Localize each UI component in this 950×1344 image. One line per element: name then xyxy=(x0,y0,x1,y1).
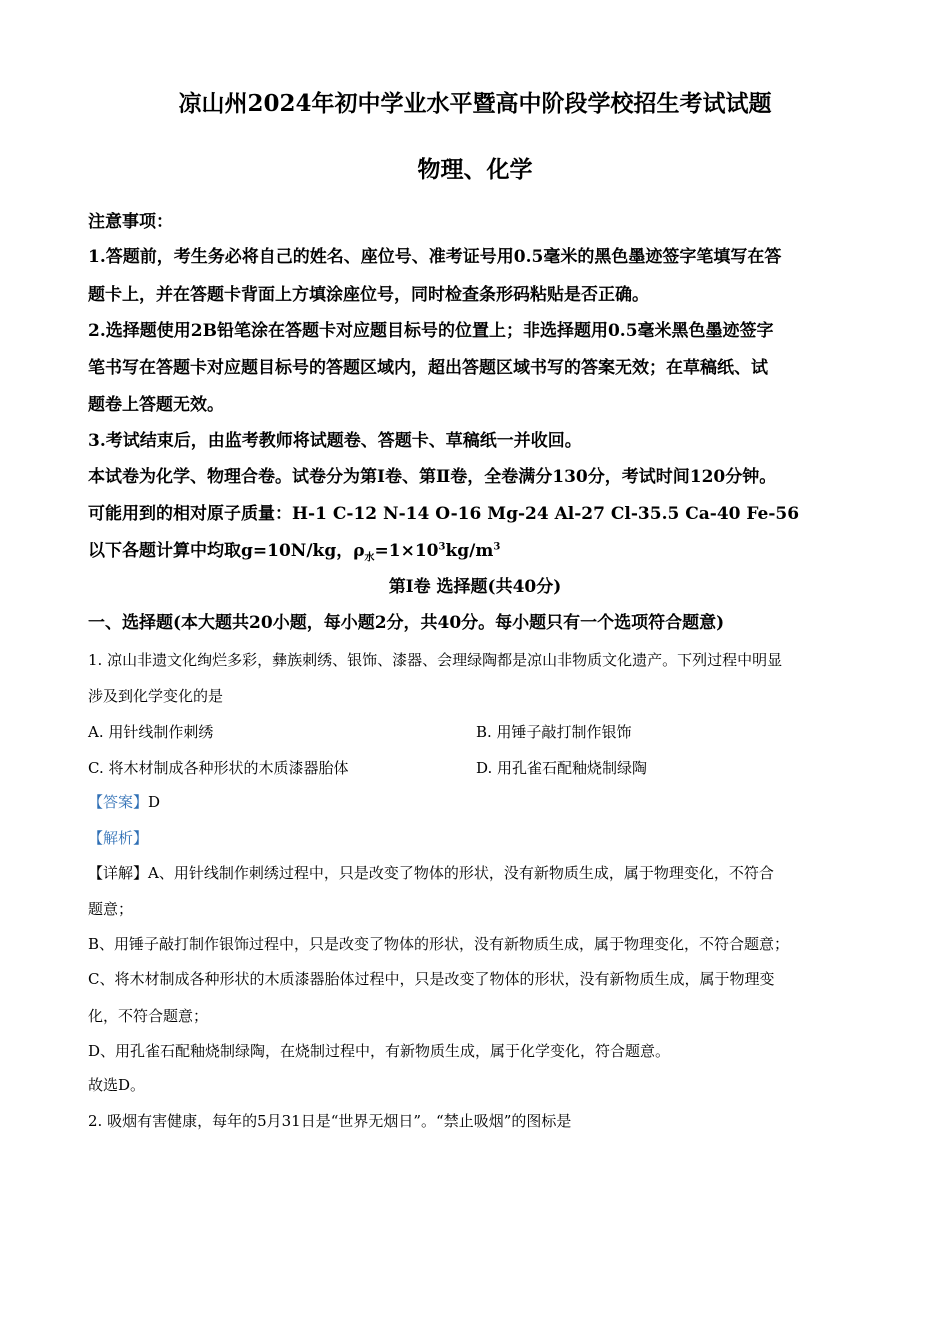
explanation-line-2: 题意； xyxy=(88,900,134,918)
page-subtitle: 物理、化学 xyxy=(417,156,533,183)
page-title: 凉山州2024年初中学业水平暨高中阶段学校招生考试试题 xyxy=(178,90,772,117)
constants-text-c: kg/m xyxy=(445,541,494,561)
answer-line xyxy=(88,790,160,814)
atomic-mass-line: 可能用到的相对原子质量：H-1 C-12 N-14 O-16 Mg-24 Al-27 Cl-35.5 Ca-40 Fe-56 xyxy=(88,504,800,524)
question-2-line-1: 2. 吸烟有害健康，每年的5月31日是“世界无烟日”。“禁止吸烟”的图标是 xyxy=(88,1112,572,1130)
notice-line-1: 1.答题前，考生务必将自己的姓名、座位号、准考证号用0.5毫米的黑色墨迹签字笔填写在答 xyxy=(88,247,782,267)
answer-value: D xyxy=(148,793,161,811)
question-1-line-1: 1. 凉山非遗文化绚烂多彩，彝族刺绣、银饰、漆器、会理绿陶都是凉山非物质文化遗产。下列过程中明显 xyxy=(88,651,783,669)
explanation-line-5: 化，不符合题意； xyxy=(88,1007,209,1025)
constants-text-b: =1×10 xyxy=(374,541,439,561)
section-heading: 第Ⅰ卷 选择题(共40分) xyxy=(388,577,562,597)
notice-line-7: 本试卷为化学、物理合卷。试卷分为第Ⅰ卷、第Ⅱ卷，全卷满分130分，考试时间120分钟。 xyxy=(88,467,777,487)
explanation-line-3: B、用锤子敲打制作银饰过程中，只是改变了物体的形状，没有新物质生成，属于物理变化，不符合题意； xyxy=(88,935,790,953)
notice-line-2: 题卡上，并在答题卡背面上方填涂座位号，同时检查条形码粘贴是否正确。 xyxy=(88,285,649,305)
notice-line-5: 题卷上答题无效。 xyxy=(88,395,224,415)
part-heading: 一、选择题(本大题共20小题，每小题2分，共40分。每小题只有一个选项符合题意) xyxy=(88,613,725,633)
explanation-line-1 xyxy=(88,861,774,885)
notice-heading: 注意事项： xyxy=(88,212,173,232)
option-c: C. 将木材制成各种形状的木质漆器胎体 xyxy=(88,759,349,777)
notice-line-3: 2.选择题使用2B铅笔涂在答题卡对应题目标号的位置上；非选择题用0.5毫米黑色墨迹签字 xyxy=(88,321,774,341)
constants-sup: 3 xyxy=(438,541,446,553)
explanation-line-7: 故选D。 xyxy=(88,1076,146,1094)
constants-sub: 水 xyxy=(364,552,375,564)
question-1-line-2: 涉及到化学变化的是 xyxy=(88,687,224,705)
explanation-text-1: A、用针线制作刺绣过程中，只是改变了物体的形状，没有新物质生成，属于物理变化，不符合 xyxy=(148,864,774,882)
detail-label: 【详解】 xyxy=(88,864,149,882)
explanation-line-4: C、将木材制成各种形状的木质漆器胎体过程中，只是改变了物体的形状，没有新物质生成，属于物理变 xyxy=(88,970,775,988)
constants-line xyxy=(88,539,500,563)
answer-label: 【答案】 xyxy=(88,793,149,811)
constants-sup-2: 3 xyxy=(493,541,501,553)
analysis-label: 【解析】 xyxy=(88,829,149,847)
notice-line-6: 3.考试结束后，由监考教师将试题卷、答题卡、草稿纸一并收回。 xyxy=(88,431,582,451)
option-d: D. 用孔雀石配釉烧制绿陶 xyxy=(476,759,648,777)
option-b: B. 用锤子敲打制作银饰 xyxy=(476,723,632,741)
explanation-line-6: D、用孔雀石配釉烧制绿陶，在烧制过程中，有新物质生成，属于化学变化，符合题意。 xyxy=(88,1042,671,1060)
constants-text-a: 以下各题计算中均取g=10N/kg，ρ xyxy=(88,541,365,561)
notice-line-4: 笔书写在答题卡对应题目标号的答题区域内，超出答题区域书写的答案无效；在草稿纸、试 xyxy=(88,358,768,378)
option-a: A. 用针线制作刺绣 xyxy=(88,723,214,741)
